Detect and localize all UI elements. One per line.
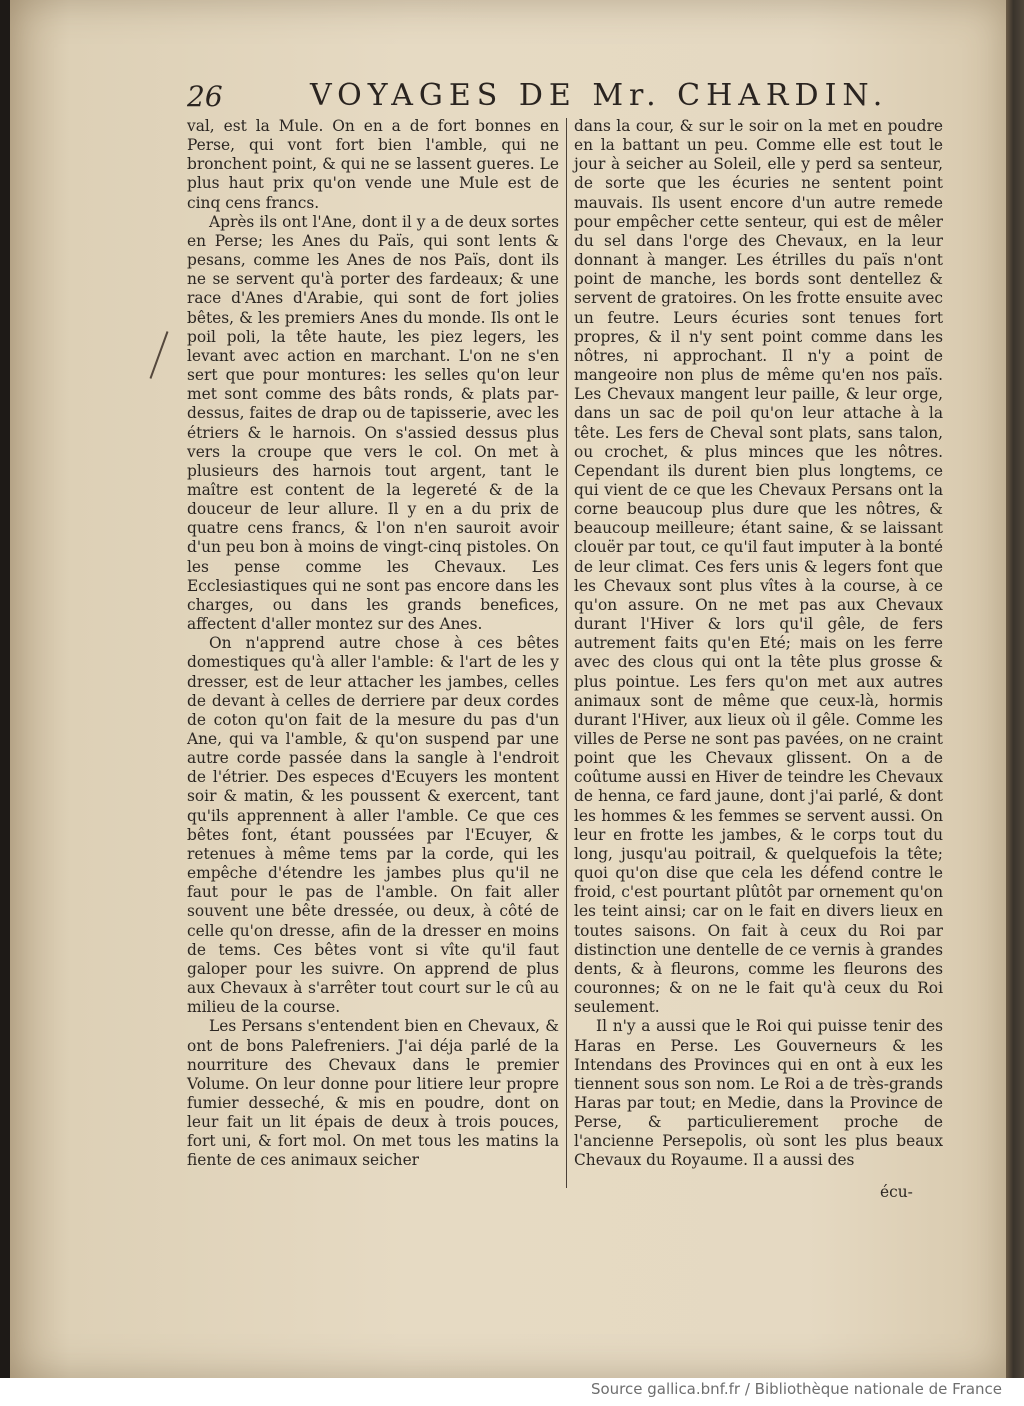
book-page (10, 0, 1006, 1378)
paragraph: On n'apprend autre chose à ces bêtes domestiques qu'à aller l'amble: & l'art de les y dresser, est de leur attacher les jambes, celles de devant à celles de derriere par deux cordes de coton qu'on fait de la mesure du pas d'un Ane, qui va l'amble, & qu'on suspend par une autre corde passée dans la sangle à l'endroit de l'étrier. Des especes d'Ecuyers les montent soir & matin, & les poussent & exercent, tant qu'ils apprennent à aller l'amble. Ce que ces bêtes font, étant poussées par l'Ecuyer, & retenues à même tems par la corde, qui les empêche d'étendre les jambes plus qu'il ne faut pour le pas de l'amble. On fait aller souvent une bête dressée, ou deux, à côté de celle qu'on dresse, afin de la dresser en moins de tems. Ces bêtes vont si vîte qu'il faut galoper pour les suivre. On apprend de plus aux Chevaux à s'arrêter tout court sur le cû au milieu de la course. (187, 634, 559, 1017)
paragraph: Il n'y a aussi que le Roi qui puisse tenir des Haras en Perse. Les Gouverneurs & les Intendans des Provinces qui en ont à eux les tiennent sous son nom. Le Roi a de très-grands Haras par tout; en Medie, dans la Province de Perse, & particulierement proche de l'ancienne Persepolis, où sont les plus beaux Chevaux du Royaume. Il a aussi des (574, 1017, 943, 1170)
book-edge (1006, 0, 1024, 1378)
paragraph: Après ils ont l'Ane, dont il y a de deux sortes en Perse; les Anes du Païs, qui sont lents & pesans, comme les Anes de nos Païs, dont ils ne se servent qu'à porter des fardeaux; & une race d'Anes d'Arabie, qui sont de fort jolies bêtes, & les premiers Anes du monde. Ils ont le poil poli, la tête haute, les piez legers, les levant avec action en marchant. L'on ne s'en sert que pour montures: les selles qu'on leur met sont comme des bâts ronds, & plats par-dessus, faites de drap ou de tapisserie, avec les étriers & le harnois. On s'assied dessus plus vers la croupe que vers le col. On met à plusieurs des harnois tout argent, tant le maître est content de la legereté & de la douceur de leur allure. Il y en a du prix de quatre cens francs, & l'on n'en sauroit avoir d'un peu bon à moins de vingt-cinq pistoles. On les pense comme les Chevaux. Les Ecclesiastiques qui ne sont pas encore dans les charges, ou dans les grands benefices, affectent d'aller montez sur des Anes. (187, 212, 559, 634)
running-header (10, 76, 1006, 116)
margin-pen-mark (150, 331, 169, 379)
right-column (574, 117, 943, 1171)
column-divider (566, 118, 567, 1188)
source-credit: Source gallica.bnf.fr / Bibliothèque nationale de France (590, 1380, 1002, 1398)
paragraph: val, est la Mule. On en a de fort bonnes en Perse, qui vont fort bien l'amble, qui ne bronchent point, & qui ne se lassent gueres. Le plus haut prix qu'on vende une Mule est de cinq cens francs. (187, 117, 559, 212)
paragraph: dans la cour, & sur le soir on la met en poudre en la battant un peu. Comme elle est tout le jour à seicher au Soleil, elle y perd sa senteur, de sorte que les écuries ne sentent point mauvais. Ils usent encore d'un autre remede pour empêcher cette senteur, qui est de mêler du sel dans l'orge des Chevaux, en la leur donnant à manger. Les étrilles du païs n'ont point de manche, les bords sont dentellez & servent de gratoires. On les frotte ensuite avec un feutre. Leurs écuries sont tenues fort propres, & il n'y sent point comme dans les nôtres, ni approchant. Il n'y a point de mangeoire non plus de même qu'en nos païs. Les Chevaux mangent leur paille, & leur orge, dans un sac de poil qu'on leur attache à la tête. Les fers de Cheval sont plats, sans talon, ou crochet, & plus minces que les nôtres. Cependant ils durent bien plus longtems, ce qui vient de ce que les Chevaux Persans ont la corne beaucoup plus dure que les nôtres, & beaucoup meilleure; étant saine, & se laissant clouër par tout, ce qu'il faut imputer à la bonté de leur climat. Ces fers unis & legers font que les Chevaux sont plus vîtes à la course, à ce qu'on assure. On ne met pas aux Chevaux durant l'Hiver & lors qu'il gêle, de fers autrement faits qu'en Eté; mais on les ferre avec des clous qui ont la tête plus grosse & plus pointue. Les fers qu'on met aux autres animaux sont de même que ceux-là, hormis durant l'Hiver, aux lieux où il gêle. Comme les villes de Perse ne sont pas pavées, on ne craint point que les Chevaux glissent. On a de coûtume aussi en Hiver de teindre les Chevaux de henna, ce fard jaune, dont j'ai parlé, & dont les hommes & les femmes se servent aussi. On leur en frotte les jambes, & le corps tout du long, jusqu'au poitrail, & quelquefois la tête; quoi qu'on dise que cela les défend contre le froid, c'est pourtant plûtôt par ornement qu'on les teint ainsi; car on le fait en divers lieux en toutes saisons. On fait à ceux du Roi par distinction une dentelle de ce vernis à grandes dents, & à fleurons, comme les fleurons des couronnes; & on ne le fait qu'à ceux du Roi seulement. (574, 117, 943, 1017)
page-number: 26 (187, 80, 223, 113)
left-column (187, 117, 559, 1171)
paragraph: Les Persans s'entendent bien en Chevaux, & ont de bons Palefreniers. J'ai déja parlé de la nourriture des Chevaux dans le premier Volume. On leur donne pour litiere leur propre fumier desseché, & mis en poudre, dont on leur fait un lit épais de deux à trois pouces, fort uni, & fort mol. On met tous les matins la fiente de ces animaux seicher (187, 1017, 559, 1170)
catchword: écu- (880, 1183, 913, 1201)
running-title: VOYAGES DE Mr. CHARDIN. (310, 78, 889, 113)
